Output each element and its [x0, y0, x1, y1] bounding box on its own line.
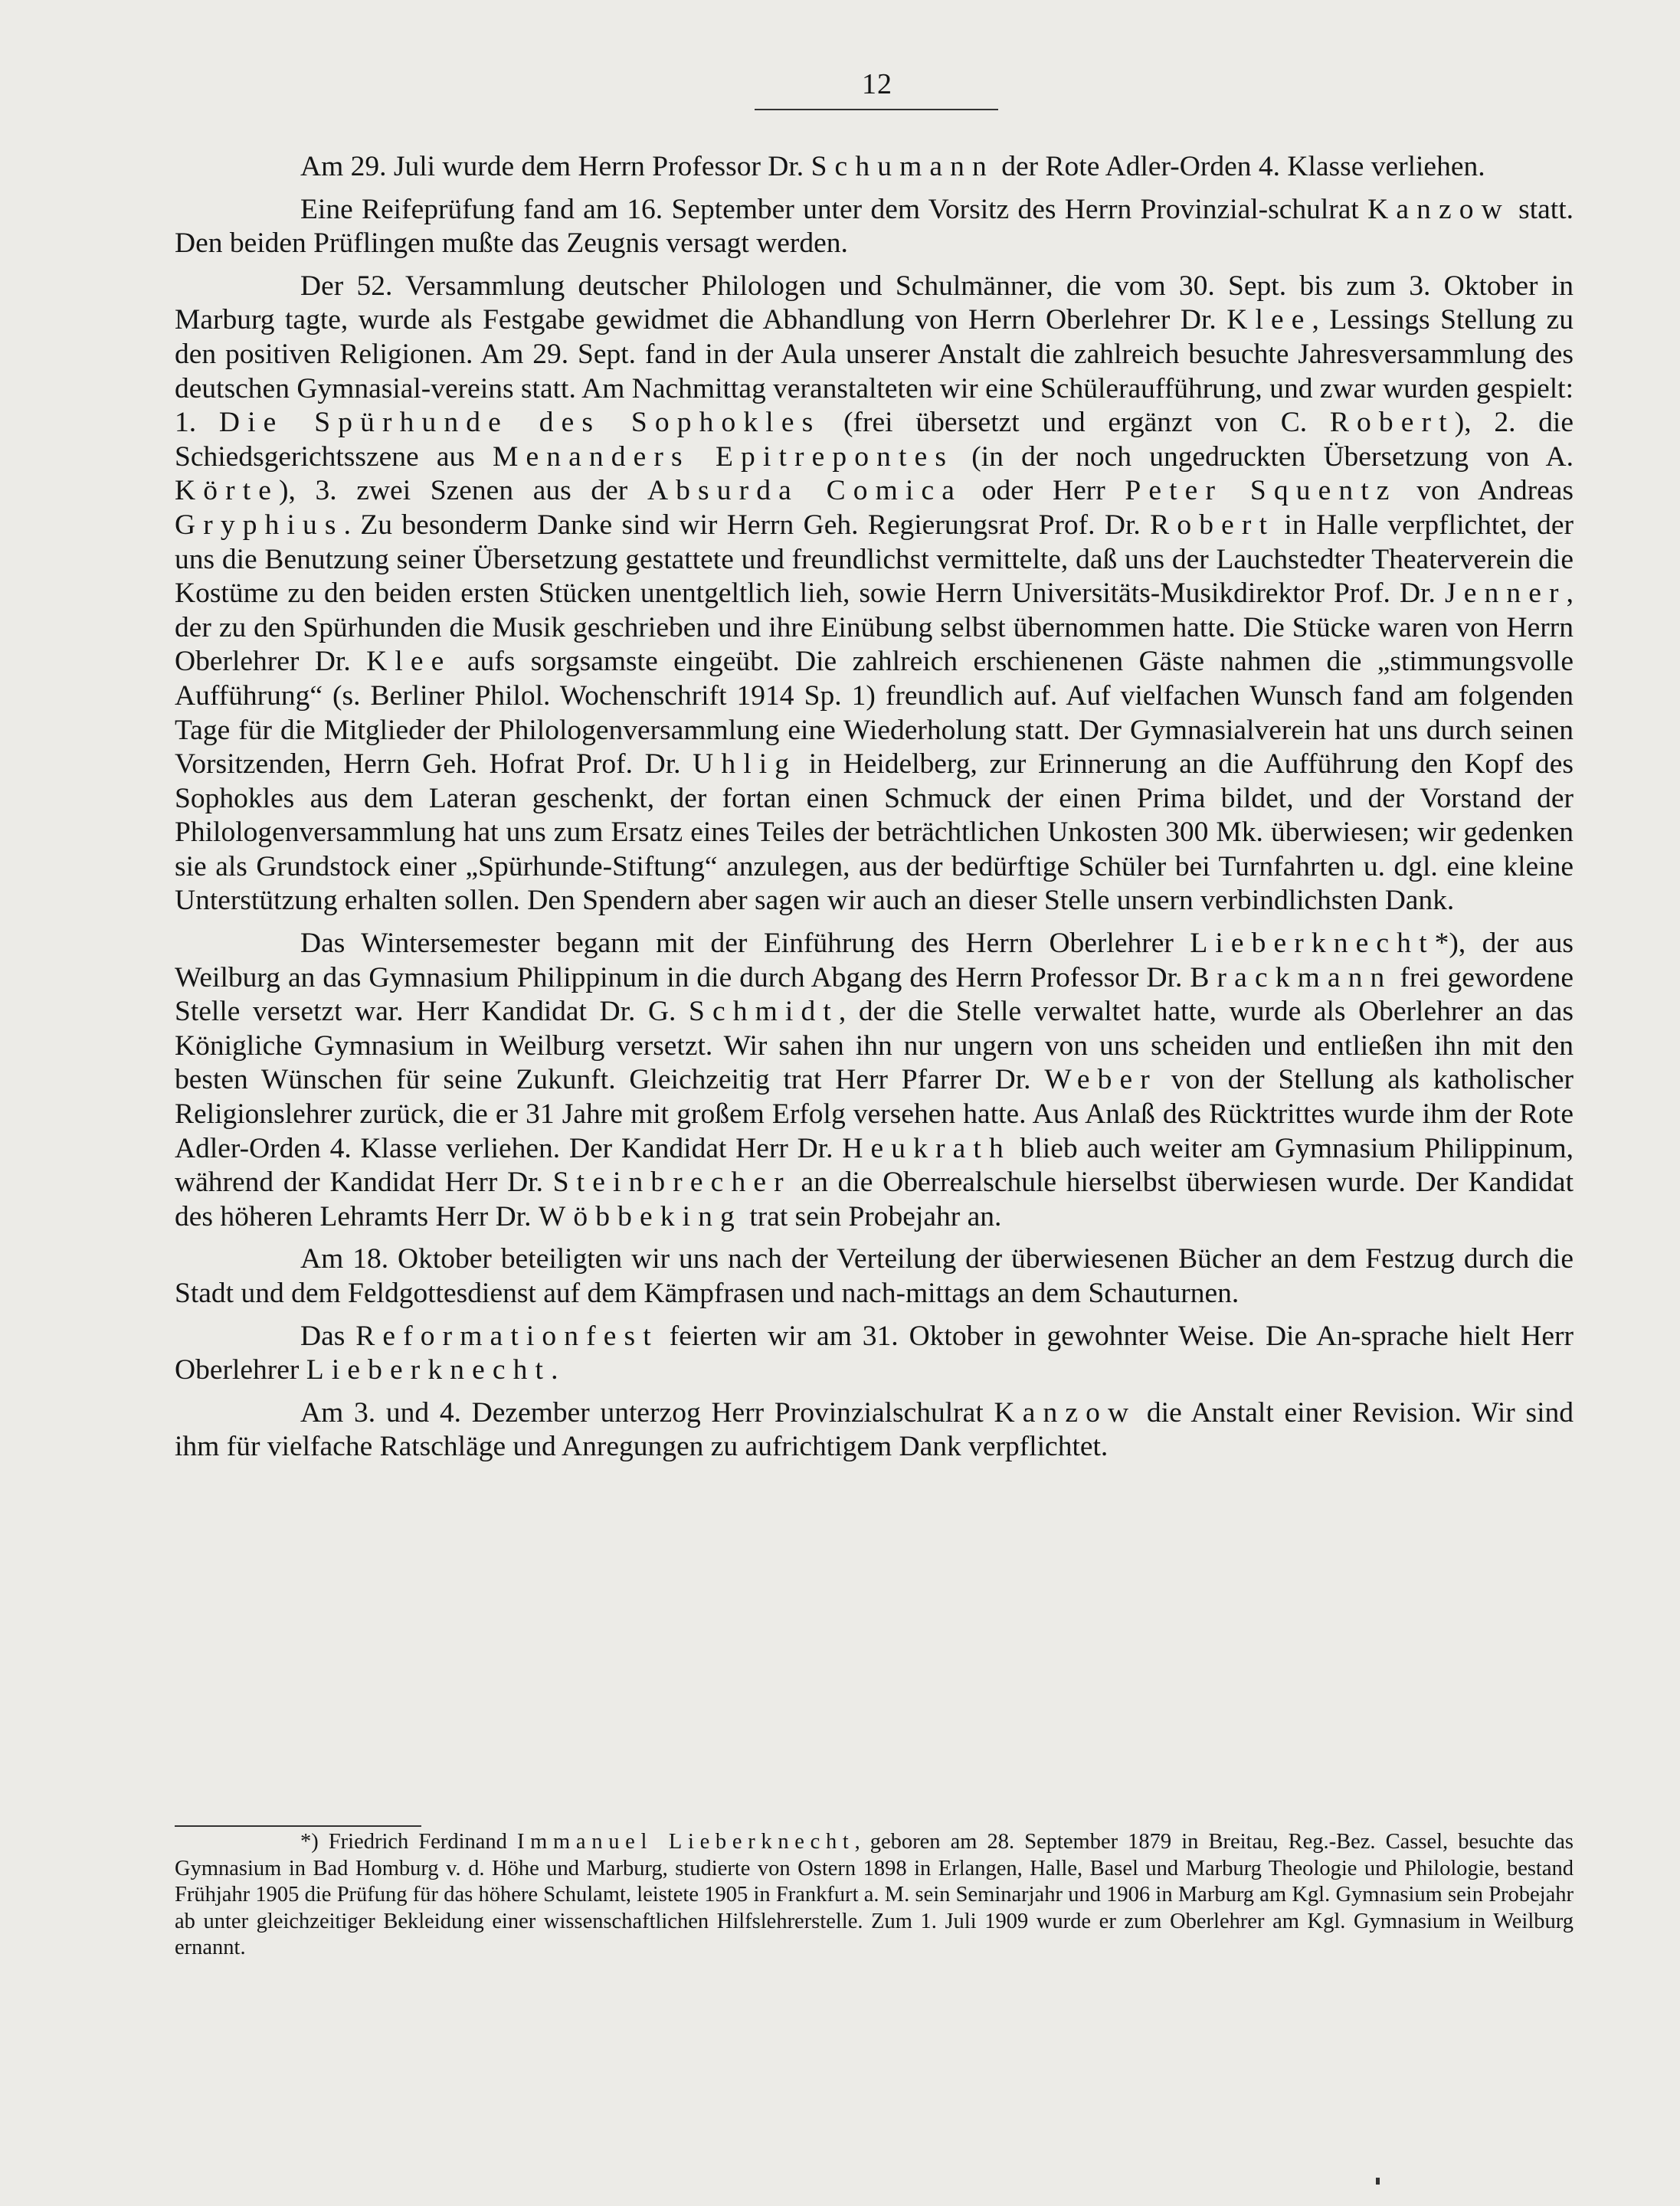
spaced-name: Steinbrecher	[552, 1167, 791, 1199]
spaced-name: Schumann	[811, 151, 994, 182]
text-run: feierten wir am 31. Oktober in gewohnter Weise. Die An-sprache hielt Herr Oberlehrer	[175, 1320, 1574, 1386]
text-run: (in der noch ungedruckten Übersetzung von A.	[954, 440, 1574, 473]
text-run: Das Wintersemester begann mit der Einführung des Herrn Oberlehrer	[300, 928, 1190, 960]
text-run: in Halle verpflichtet, der uns die Benutzung seiner Übersetzung gestattete und freundlichst vermittelte, daß uns der Lauchstedter Theaterverein die Kostüme zu den beiden ersten Stücken unentgeltlich lieh, sowie Herrn Universitäts-Musikdirektor Prof. Dr.	[175, 509, 1574, 610]
spaced-name: Lieberknecht	[306, 1354, 552, 1386]
spaced-name: Körte	[175, 475, 280, 507]
paragraph	[175, 150, 1574, 185]
text-run: Eine Reifeprüfung fand am 16. September unter dem Vorsitz des Herrn Provinzial-schulrat	[300, 193, 1368, 225]
paragraph	[175, 270, 1574, 918]
spaced-name: Uhlig	[693, 748, 797, 781]
spaced-name: Klee	[366, 646, 452, 678]
spaced-name: Klee	[1226, 304, 1312, 336]
text-run: trat sein Probejahr an.	[742, 1200, 1002, 1232]
paragraph	[175, 1396, 1574, 1465]
spaced-name: Robert	[1150, 509, 1276, 541]
text-run: von der Stellung als katholischer Religionslehrer zurück, die er 31 Jahre mit großem Erfolg versehen hatte. Aus Anlaß des Rücktrittes wurde ihm der Rote Adler-Orden 4. Klasse verliehen. Der Kandidat Herr Dr.	[175, 1064, 1574, 1164]
text-run: .	[551, 1354, 558, 1386]
spaced-name: Robert	[1329, 407, 1455, 439]
text-run: in Heidelberg, zur Erinnerung an die Aufführung den Kopf des Sophokles aus dem Lateran geschenkt, der fortan einen Schmuck der einen Prima bildet, und der Vorstand der Philologenversammlung hat uns zum Ersatz eines Teiles der beträchtlichen Unkosten 300 Mk. überwiesen; wir gedenken sie als Grundstock einer „Spürhunde-Stiftung“ anzulegen, aus der bedürftige Schüler bei Turnfahrten u. dgl. eine kleine Unterstützung erhalten sollen. Den Spendern aber sagen wir auch an dieser Stelle unsern verbindlichsten Dank.	[175, 748, 1574, 917]
text-run: *) Friedrich Ferdinand	[300, 1830, 517, 1854]
spaced-name: Immanuel Lieberknecht	[517, 1830, 855, 1854]
text-run: aufs sorgsamste eingeübt. Die zahlreich erschienenen Gäste nahmen die „stimmungsvolle Aufführung“ (s. Berliner Philol. Wochenschrift 1914 Sp. 1) freundlich auf. Auf vielfachen Wunsch fand am folgenden Tage für die Mitglieder der Philologenversammlung eine Wiederholung statt. Der Gymnasialverein hat uns durch seinen Vorsitzenden, Herrn Geh. Hofrat Prof. Dr.	[175, 646, 1574, 781]
spaced-name: Jenner	[1445, 578, 1567, 610]
spaced-name: Menanders Epitrepontes	[492, 440, 955, 473]
text-run: , der zu den Spürhunden die Musik geschrieben und ihre Einübung selbst übernommen hatte. Die Stücke waren von Herrn Oberlehrer Dr.	[175, 578, 1574, 678]
text-run: Der 52. Versammlung deutscher Philologen und Schulmänner, die vom 30. Sept. bis zum 3. Oktober in Marburg tagte, wurde als Festgabe gewidmet die Abhandlung von Herrn Oberlehrer Dr.	[175, 270, 1574, 336]
text-run: ), 2. die Schiedsgerichtsszene aus	[175, 407, 1574, 473]
spaced-name: Die Spürhunde des Sophokles	[218, 407, 821, 439]
text-run: (frei übersetzt und ergänzt von C.	[820, 407, 1330, 439]
spaced-name: Gryphius	[175, 509, 344, 541]
spaced-name: Peter Squentz	[1125, 475, 1397, 507]
spaced-name: Reformationfest	[355, 1320, 659, 1352]
footnote	[175, 1829, 1574, 1962]
text-run: , geboren am 28. September 1879 in Breitau, Reg.-Bez. Cassel, besuchte das Gymnasium in Bad Homburg v. d. Höhe und Marburg, studierte von Ostern 1898 in Erlangen, Halle, Basel und Marburg Theologie und Philologie, bestand Frühjahr 1905 die Prüfung für das höhere Schulamt, leistete 1905 in Frankfurt a. M. sein Seminarjahr und 1906 in Marburg am Kgl. Gymnasium sein Probejahr ab unter gleichzeitiger Bekleidung einer wissenschaftlichen Hilfslehrerstelle. Zum 1. Juli 1909 wurde er zum Oberlehrer am Kgl. Gymnasium in Weilburg ernannt.	[175, 1830, 1574, 1960]
spaced-name: Schmidt	[689, 996, 839, 1028]
spaced-name: Absurda Comica	[647, 475, 963, 507]
text-run: statt. Den beiden Prüflingen mußte das Zeugnis versagt werden.	[175, 193, 1574, 260]
scan-speck	[1376, 2178, 1380, 2185]
text-run: die Anstalt einer Revision. Wir sind ihm für vielfache Ratschläge und Anregungen zu aufrichtigem Dank verpflichtet.	[175, 1396, 1574, 1463]
spaced-name: Lieberknecht	[1190, 928, 1435, 960]
spaced-name: Weber	[1044, 1064, 1158, 1096]
text-run: ), 3. zwei Szenen aus der	[279, 475, 647, 507]
text-run: *), der aus Weilburg an das Gymnasium Philippinum in die durch Abgang des Herrn Professor Dr.	[175, 928, 1574, 993]
spaced-name: Wöbbeking	[538, 1200, 742, 1232]
header-rule	[755, 109, 998, 110]
footnote-text	[175, 1829, 1574, 1962]
text-run: frei gewordene Stelle versetzt war. Herr Kandidat Dr. G.	[175, 961, 1574, 1028]
body-text	[175, 150, 1574, 1473]
spaced-name: Kanzow	[994, 1396, 1137, 1429]
text-run: an die Oberrealschule hierselbst überwiesen wurde. Der Kandidat des höheren Lehramts Herr Dr.	[175, 1167, 1574, 1232]
page-number: 12	[862, 68, 892, 100]
text-run: Am 3. und 4. Dezember unterzog Herr Provinzialschulrat	[300, 1396, 994, 1429]
paragraph	[175, 1320, 1574, 1388]
spaced-name: Heukrath	[842, 1132, 1011, 1164]
text-run: blieb auch weiter am Gymnasium Philippinum, während der Kandidat Herr Dr.	[175, 1132, 1574, 1199]
text-run: Am 18. Oktober beteiligten wir uns nach der Verteilung der überwiesenen Bücher an dem Festzug durch die Stadt und dem Feldgottesdienst auf dem Kämpfrasen und nach-mittags an dem Schauturnen.	[175, 1243, 1574, 1309]
text-run: der Rote Adler-Orden 4. Klasse verliehen.	[994, 151, 1485, 182]
text-run: Das	[300, 1320, 356, 1352]
text-run: Am 29. Juli wurde dem Herrn Professor Dr.	[300, 151, 811, 182]
paragraph	[175, 1242, 1574, 1311]
paragraph	[175, 927, 1574, 1234]
paragraph	[175, 193, 1574, 261]
spaced-name: Brackmann	[1190, 961, 1393, 993]
spaced-name: Kanzow	[1367, 193, 1510, 225]
text-run: von Andreas	[1397, 475, 1574, 507]
text-run: , der die Stelle verwaltet hatte, wurde als Oberlehrer an das Königliche Gymnasium in Weilburg versetzt. Wir sahen ihn nur ungern von uns scheiden und entließen ihn mit den besten Wünschen für seine Zukunft. Gleichzeitig trat Herr Pfarrer Dr.	[175, 996, 1574, 1096]
footnote-rule	[175, 1825, 421, 1827]
text-run: , Lessings Stellung zu den positiven Religionen. Am 29. Sept. fand in der Aula unserer Anstalt die zahlreich besuchte Jahresversammlung des deutschen Gymnasial-vereins statt. Am Nachmittag veranstalteten wir eine Schüleraufführung, und zwar wurden gespielt: 1.	[175, 304, 1574, 439]
text-run: oder Herr	[962, 475, 1125, 507]
text-run: . Zu besonderm Danke sind wir Herrn Geh. Regierungsrat Prof. Dr.	[343, 509, 1151, 541]
